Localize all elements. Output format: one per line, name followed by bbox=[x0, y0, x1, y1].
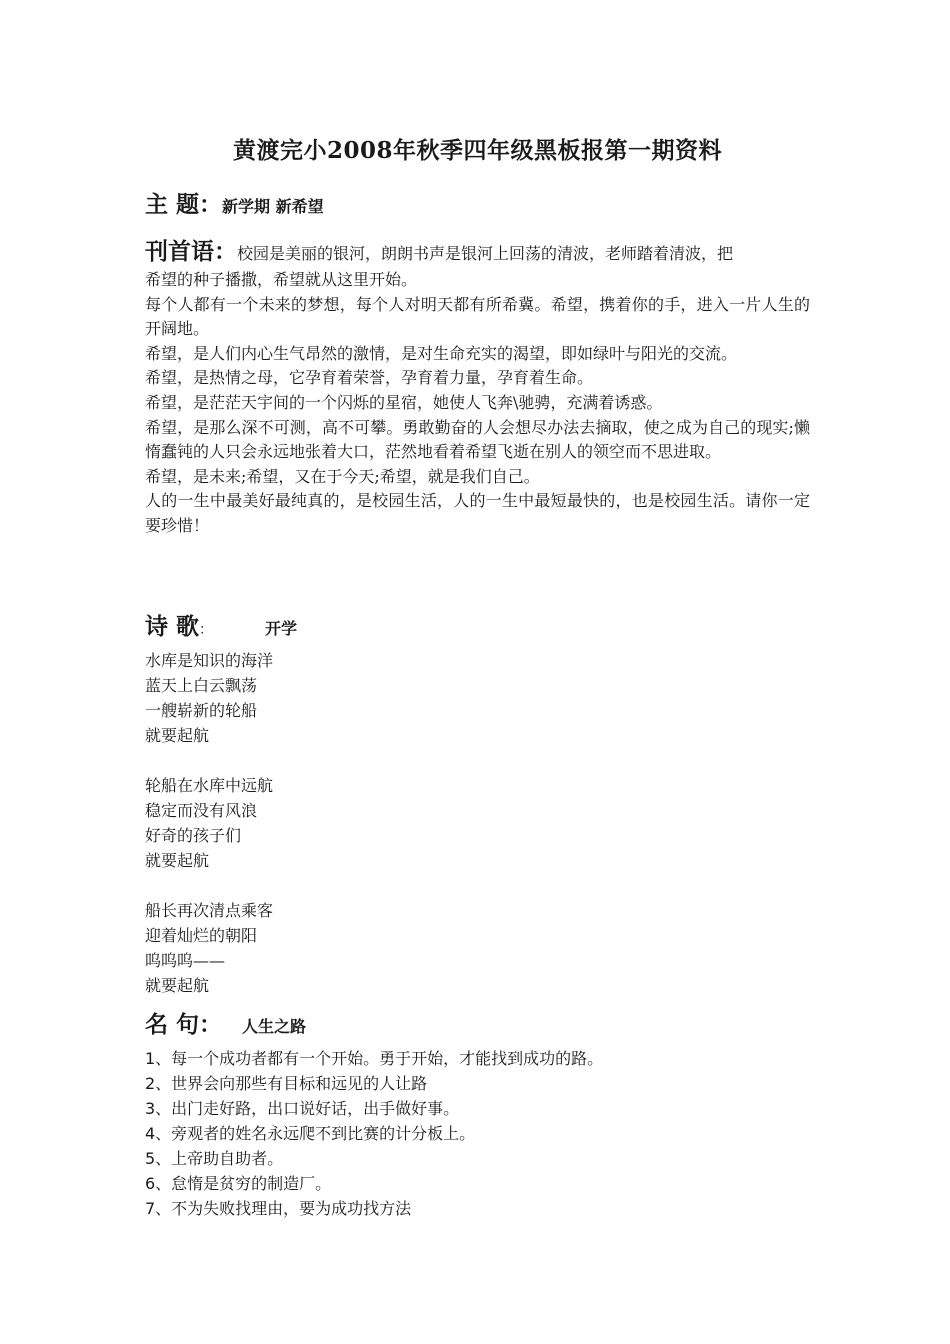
preface-label: 刊首语： bbox=[145, 239, 237, 265]
preface-paragraph: 希望，是热情之母，它孕育着荣誉，孕育着力量，孕育着生命。 bbox=[145, 368, 594, 388]
preface-section bbox=[145, 232, 810, 539]
poem-line: 就要起航 bbox=[145, 726, 210, 745]
poem-stanza bbox=[145, 648, 273, 748]
poem-line: 稳定而没有风浪 bbox=[145, 801, 258, 820]
preface-paragraph: 希望，是未来;希望，又在于今天;希望，就是我们自己。 bbox=[145, 466, 540, 486]
quote-item: 2、世界会向那些有目标和远见的人让路 bbox=[145, 1074, 428, 1093]
poem-line: 轮船在水库中远航 bbox=[145, 776, 274, 795]
poem-label: 诗 歌 bbox=[145, 614, 200, 640]
preface-paragraph: 人的一生中最美好最纯真的，是校园生活，人的一生中最短最快的，也是校园生活。请你一定要珍惜！ bbox=[145, 491, 810, 535]
preface-first-line-continued: 希望的种子播撒，希望就从这里开始。 bbox=[145, 270, 418, 289]
poem-body bbox=[145, 648, 273, 1023]
document-title: 黄渡完小2008年秋季四年级黑板报第一期资料 bbox=[232, 137, 722, 164]
poem-line: 船长再次清点乘客 bbox=[145, 901, 274, 920]
quotes-title: 人生之路 bbox=[242, 1017, 307, 1036]
poem-heading bbox=[145, 608, 297, 641]
quote-item: 1、每一个成功者都有一个开始。勇于开始，才能找到成功的路。 bbox=[145, 1049, 604, 1068]
poem-title: 开学 bbox=[265, 619, 298, 638]
poem-stanza bbox=[145, 773, 273, 873]
preface-paragraph: 每个人都有一个未来的梦想，每个人对明天都有所希冀。希望，携着你的手，进入一片人生的开阔地。 bbox=[145, 294, 810, 339]
preface-first-text: 校园是美丽的银河，朗朗书声是银河上回荡的清波，老师踏着清波，把 bbox=[237, 244, 734, 263]
quotes-label: 名 句： bbox=[145, 1012, 223, 1038]
theme-value: 新学期 新希望 bbox=[222, 197, 324, 216]
preface-paragraph: 希望，是人们内心生气昂然的激情，是对生命充实的渴望，即如绿叶与阳光的交流。 bbox=[145, 343, 738, 363]
poem-line: 一艘崭新的轮船 bbox=[145, 701, 258, 720]
preface-paragraph: 希望，是茫茫天宇间的一个闪烁的星宿，她使人飞奔\驰骋，充满着诱惑。 bbox=[145, 392, 663, 412]
preface-paragraph: 希望，是那么深不可测，高不可攀。勇敢勤奋的人会想尽办法去摘取，使之成为自己的现实;懒惰蠢钝的人只会永远地张着大口，茫然地看着希望飞逝在别人的领空而不思进取。 bbox=[145, 417, 810, 462]
poem-line: 就要起航 bbox=[145, 976, 210, 995]
poem-line: 就要起航 bbox=[145, 851, 210, 870]
poem-line: 呜呜呜—— bbox=[145, 951, 226, 970]
theme-label: 主 题： bbox=[145, 192, 223, 218]
poem-line: 迎着灿烂的朝阳 bbox=[145, 926, 258, 945]
poem-label-colon: ： bbox=[199, 622, 214, 638]
theme-row bbox=[145, 186, 324, 219]
quotes-heading bbox=[145, 1006, 306, 1039]
poem-stanza bbox=[145, 898, 273, 998]
poem-line: 好奇的孩子们 bbox=[145, 826, 242, 845]
quote-item: 6、怠惰是贫穷的制造厂。 bbox=[145, 1174, 332, 1193]
poem-line: 蓝天上白云飘荡 bbox=[145, 676, 258, 695]
quotes-list bbox=[145, 1046, 603, 1221]
quote-item: 4、旁观者的姓名永远爬不到比赛的计分板上。 bbox=[145, 1124, 476, 1143]
quote-item: 7、不为失败找理由，要为成功找方法 bbox=[145, 1199, 412, 1218]
quote-item: 5、上帝助自助者。 bbox=[145, 1149, 284, 1168]
poem-line: 水库是知识的海洋 bbox=[145, 651, 274, 670]
quote-item: 3、出门走好路，出口说好话，出手做好事。 bbox=[145, 1099, 460, 1118]
